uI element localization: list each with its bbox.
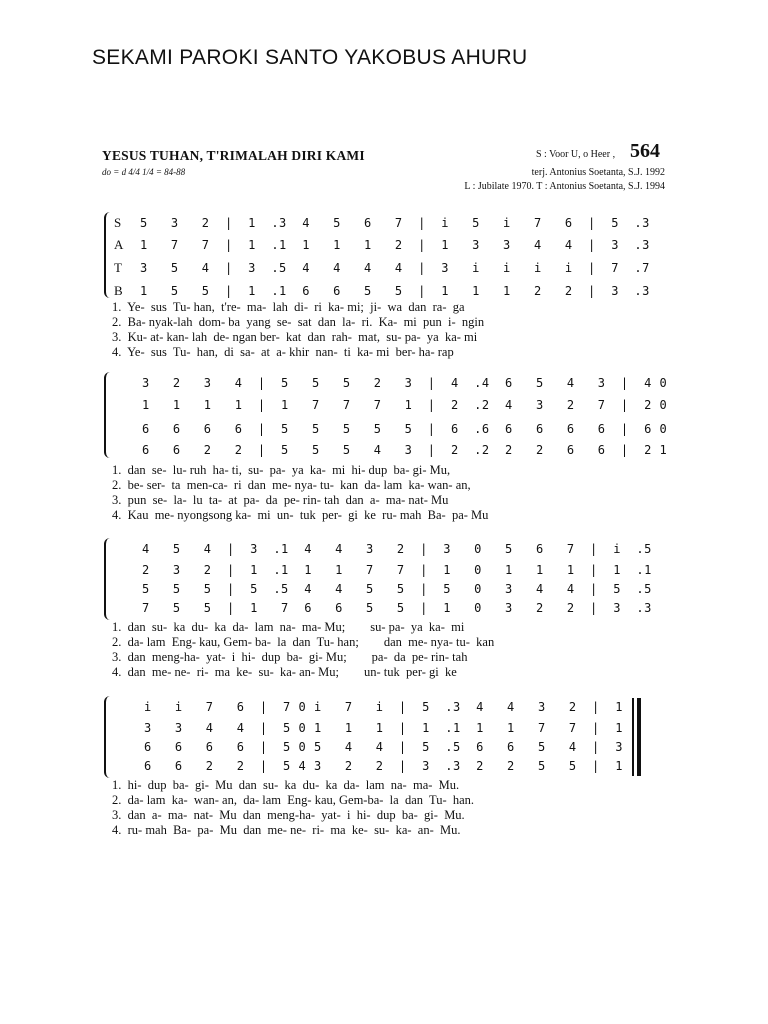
hymn-number: 564 (630, 140, 660, 162)
tenor-notes: 6 6 6 6 | 5 5 5 5 5 | 6 .6 6 6 6 6 | 6 0 (142, 422, 668, 436)
translation-credit: terj. Antonius Soetanta, S.J. 1992 (531, 167, 665, 178)
part-label-bass: B (114, 283, 123, 298)
lyric-verse-3: 3. Ku- at- kan- lah de- ngan ber- kat dan rah- mat, su- pa- ya ka- mi (112, 330, 478, 344)
part-label-tenor: T (114, 260, 122, 275)
music-system-2 (104, 372, 668, 522)
alto-notes: 3 3 4 4 | 5 0 1 1 1 | 1 .1 1 1 7 7 | 1 (144, 721, 623, 735)
page-header: SEKAMI PAROKI SANTO YAKOBUS AHURU (92, 46, 528, 69)
lyric-verse-1: 1. dan se- lu- ruh ha- ti, su- pa- ya ka- mi hi- dup ba- gi- Mu, (112, 463, 451, 477)
lyric-verse-2: 2. da- lam Eng- kau, Gem- ba- la dan Tu- han; dan me- nya- tu- kan (112, 635, 495, 649)
final-barline-thick (637, 698, 641, 776)
lyric-verse-3: 3. dan a- ma- nat- Mu dan meng-ha- yat- i hi- dup ba- gi- Mu. (112, 808, 465, 822)
lyric-verse-4: 4. dan me- ne- ri- ma ke- su- ka- an- Mu; un- tuk per- gi ke (112, 665, 457, 679)
soprano-notes: i i 7 6 | 7 0 i 7 i | 5 .3 4 4 3 2 | 1 (144, 700, 623, 714)
lyric-verse-4: 4. Kau me- nyongsong ka- mi un- tuk per- gi ke ru- mah Ba- pa- Mu (112, 508, 489, 522)
lyric-verse-2: 2. be- ser- ta men-ca- ri dan me- nya- tu- kan da- lam ka- wan- an, (112, 478, 471, 492)
tempo-marking: do = d 4/4 1/4 = 84-88 (102, 167, 186, 177)
tenor-notes: 5 5 5 | 5 .5 4 4 5 5 | 5 0 3 4 4 | 5 .5 (142, 582, 652, 596)
lyric-verse-1: 1. hi- dup ba- gi- Mu dan su- ka du- ka da- lam na- ma- Mu. (112, 778, 460, 792)
bass-notes: 1 5 5 | 1 .1 6 6 5 5 | 1 1 1 2 2 | 3 .3 (140, 284, 650, 298)
part-label-soprano: S (114, 215, 122, 230)
final-barline-thin (632, 698, 634, 776)
part-label-alto: A (114, 237, 124, 252)
system-brace (104, 696, 114, 778)
lyric-verse-4: 4. ru- mah Ba- pa- Mu dan me- ne- ri- ma ke- su- ka- an- Mu. (112, 823, 461, 837)
soprano-notes: 4 5 4 | 3 .1 4 4 3 2 | 3 0 5 6 7 | i .5 (142, 542, 652, 556)
hymn-source: S : Voor U, o Heer , (536, 149, 616, 160)
tenor-notes: 6 6 6 6 | 5 0 5 4 4 | 5 .5 6 6 5 4 | 3 (144, 740, 623, 754)
bass-notes: 7 5 5 | 1 7 6 6 5 5 | 1 0 3 2 2 | 3 .3 (142, 601, 652, 615)
lyric-verse-2: 2. da- lam ka- wan- an, da- lam Eng- kau, Gem-ba- la dan Tu- han. (112, 793, 475, 807)
music-system-3 (104, 538, 664, 688)
hymn-credits (370, 166, 665, 194)
lyric-verse-3: 3. pun se- la- lu ta- at pa- da pe- rin- tah dan a- ma- nat- Mu (112, 493, 449, 507)
bass-notes: 6 6 2 2 | 5 4 3 2 2 | 3 .3 2 2 5 5 | 1 (144, 759, 623, 773)
bass-notes: 6 6 2 2 | 5 5 5 4 3 | 2 .2 2 2 6 6 | 2 1 (142, 443, 668, 457)
lyric-verse-3: 3. dan meng-ha- yat- i hi- dup ba- gi- Mu; pa- da pe- rin- tah (112, 650, 468, 664)
soprano-notes: 5 3 2 | 1 .3 4 5 6 7 | i 5 i 7 6 | 5 .3 (140, 216, 650, 230)
lyric-verse-2: 2. Ba- nyak-lah dom- ba yang se- sat dan la- ri. Ka- mi pun i- ngin (112, 315, 485, 329)
system-brace (104, 538, 114, 620)
tenor-notes: 3 5 4 | 3 .5 4 4 4 4 | 3 i i i i | 7 .7 (140, 261, 650, 275)
soprano-notes: 3 2 3 4 | 5 5 5 2 3 | 4 .4 6 5 4 3 | 4 0 (142, 376, 668, 390)
alto-notes: 2 3 2 | 1 .1 1 1 7 7 | 1 0 1 1 1 | 1 .1 (142, 563, 652, 577)
alto-notes: 1 7 7 | 1 .1 1 1 1 2 | 1 3 3 4 4 | 3 .3 (140, 238, 650, 252)
lyric-verse-1: 1. dan su- ka du- ka da- lam na- ma- Mu; su- pa- ya ka- mi (112, 620, 465, 634)
system-brace (104, 212, 114, 298)
system-brace (104, 372, 114, 458)
lyric-verse-1: 1. Ye- sus Tu- han, t're- ma- lah di- ri ka- mi; ji- wa dan ra- ga (112, 300, 465, 314)
music-system-4 (104, 696, 664, 846)
music-system-1 (104, 212, 664, 362)
lyric-verse-4: 4. Ye- sus Tu- han, di sa- at a- khir nan- ti ka- mi ber- ha- rap (112, 345, 454, 359)
alto-notes: 1 1 1 1 | 1 7 7 7 1 | 2 .2 4 3 2 7 | 2 0 (142, 398, 668, 412)
composition-credit: L : Jubilate 1970. T : Antonius Soetanta, S.J. 1994 (464, 181, 665, 192)
hymn-title: YESUS TUHAN, T'RIMALAH DIRI KAMI (102, 148, 365, 163)
